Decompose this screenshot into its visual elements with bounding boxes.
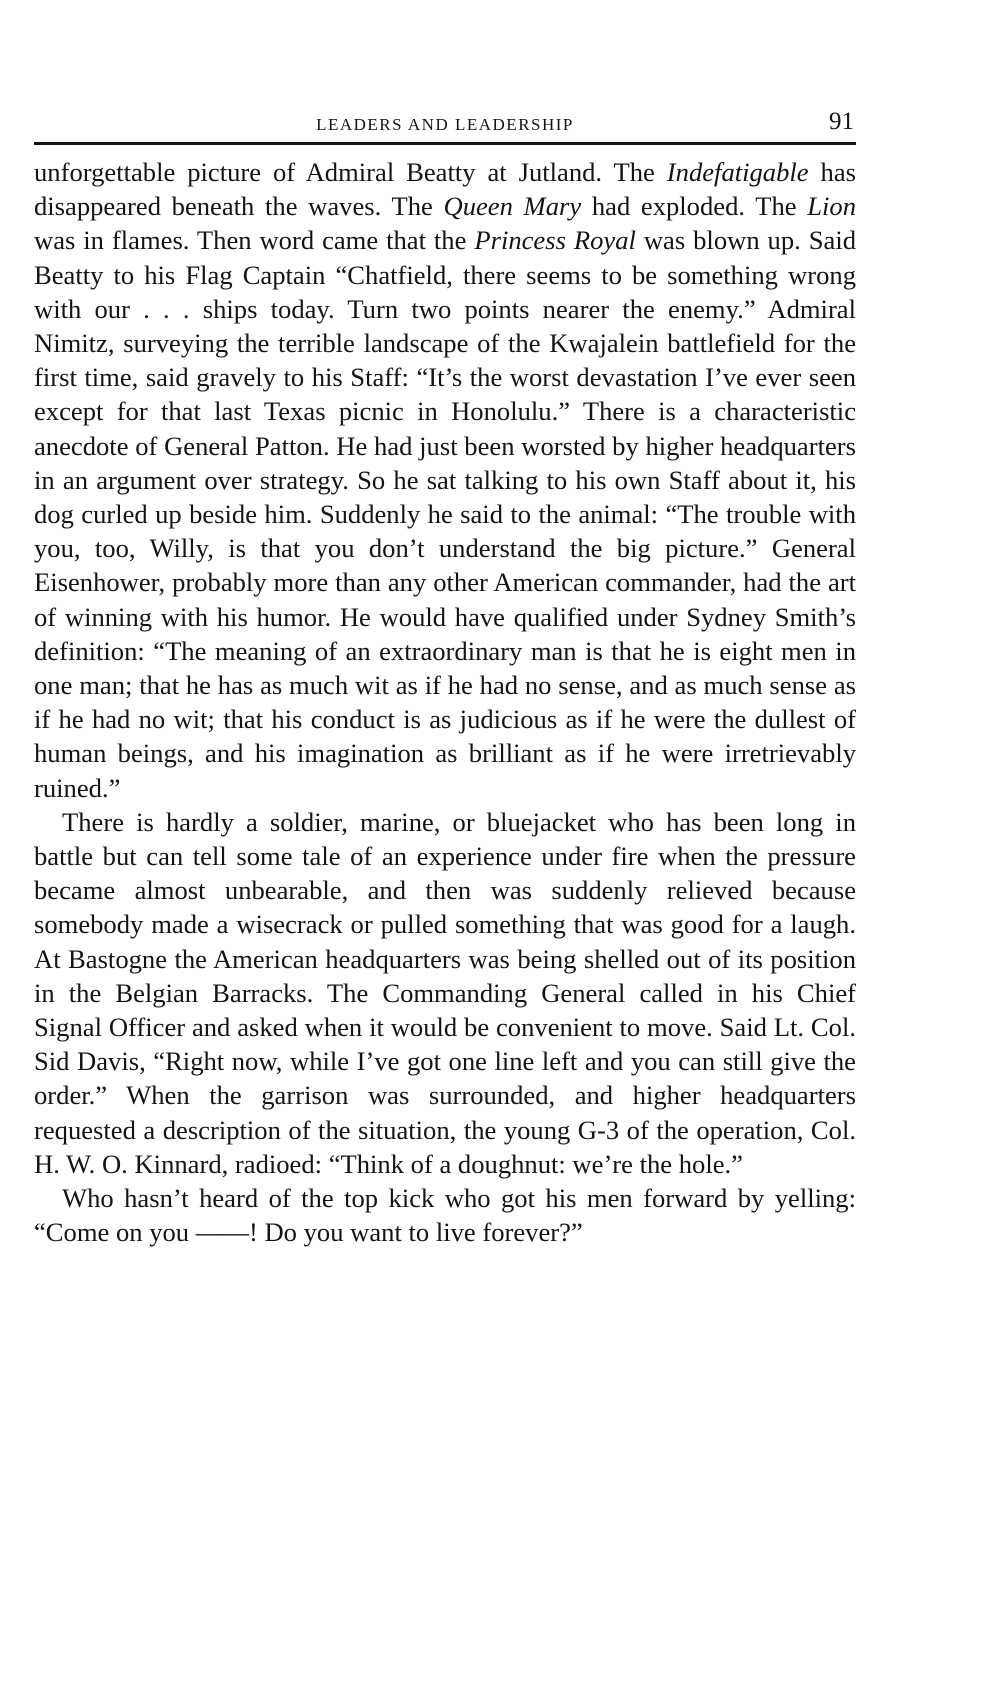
- paragraph-top-kick: Who hasn’t heard of the top kick who got his men forward by yelling: “Come on you ——! Do you want to live forever?”: [34, 1183, 856, 1248]
- ship-name-queen-mary: Queen Mary: [443, 191, 582, 222]
- book-page: [34, 104, 856, 1250]
- text-run: unforgettable picture of Admiral Beatty at Jutland. The: [34, 157, 667, 187]
- paragraph-continued: [34, 155, 856, 805]
- ship-name-lion: Lion: [807, 191, 857, 222]
- running-head: [34, 104, 856, 145]
- page-number: 91: [829, 108, 854, 135]
- text-run: had exploded. The: [581, 191, 808, 222]
- ship-name-indefatigable: Indefatigable: [666, 157, 809, 187]
- ship-name-princess-royal: Princess Royal: [474, 225, 636, 256]
- running-title: LEADERS AND LEADERSHIP: [316, 115, 574, 134]
- text-run: was blown up. Said Beatty to his Flag Captain “Chatfield, there seems to be something wrong with our . . . ships today. Turn two points nearer the enemy.” Admiral Nimitz, surveying the terrible landscape of the Kwajalein battlefield for the first time, said gravely to his Staff: “It’s the worst devastation I’ve ever seen except for that last Texas picnic in Honolulu.” There is a characteristic anecdote of General Patton. He had just been worsted by higher headquarters in an argument over strategy. So he sat talking to his own Staff about it, his dog curled up beside him. Suddenly he said to the animal: “The trouble with you, too, Willy, is that you don’t understand the big picture.” General Eisenhower, probably more than any other American commander, had the art of winning with his humor. He would have qualified under Sydney Smith’s definition: “The meaning of an extraordinary man is that he is eight men in one man; that he has as much wit as if he had no sense, and as much sense as if he had no wit; that his conduct is as judicious as if he were the dullest of human beings, and his imagination as brilliant as if he were irretrievably ruined.”: [34, 225, 857, 803]
- paragraph-bastogne: There is hardly a soldier, marine, or bluejacket who has been long in battle but can tell some tale of an experience under fire when the pressure became almost unbearable, and then was suddenly relieved because somebody made a wisecrack or pulled something that was good for a laugh. At Bastogne the American headquarters was being shelled out of its position in the Belgian Barracks. The Commanding General called in his Chief Signal Officer and asked when it would be convenient to move. Said Lt. Col. Sid Davis, “Right now, while I’ve got one line left and you can still give the order.” When the garrison was surrounded, and higher headquarters requested a description of the situation, the young G-3 of the operation, Col. H. W. O. Kinnard, radioed: “Think of a doughnut: we’re the hole.”: [34, 806, 856, 1179]
- body-text: [34, 155, 856, 1250]
- text-run: was in flames. Then word came that the: [34, 225, 475, 256]
- text-run: has disappeared beneath the waves. The: [34, 157, 856, 222]
